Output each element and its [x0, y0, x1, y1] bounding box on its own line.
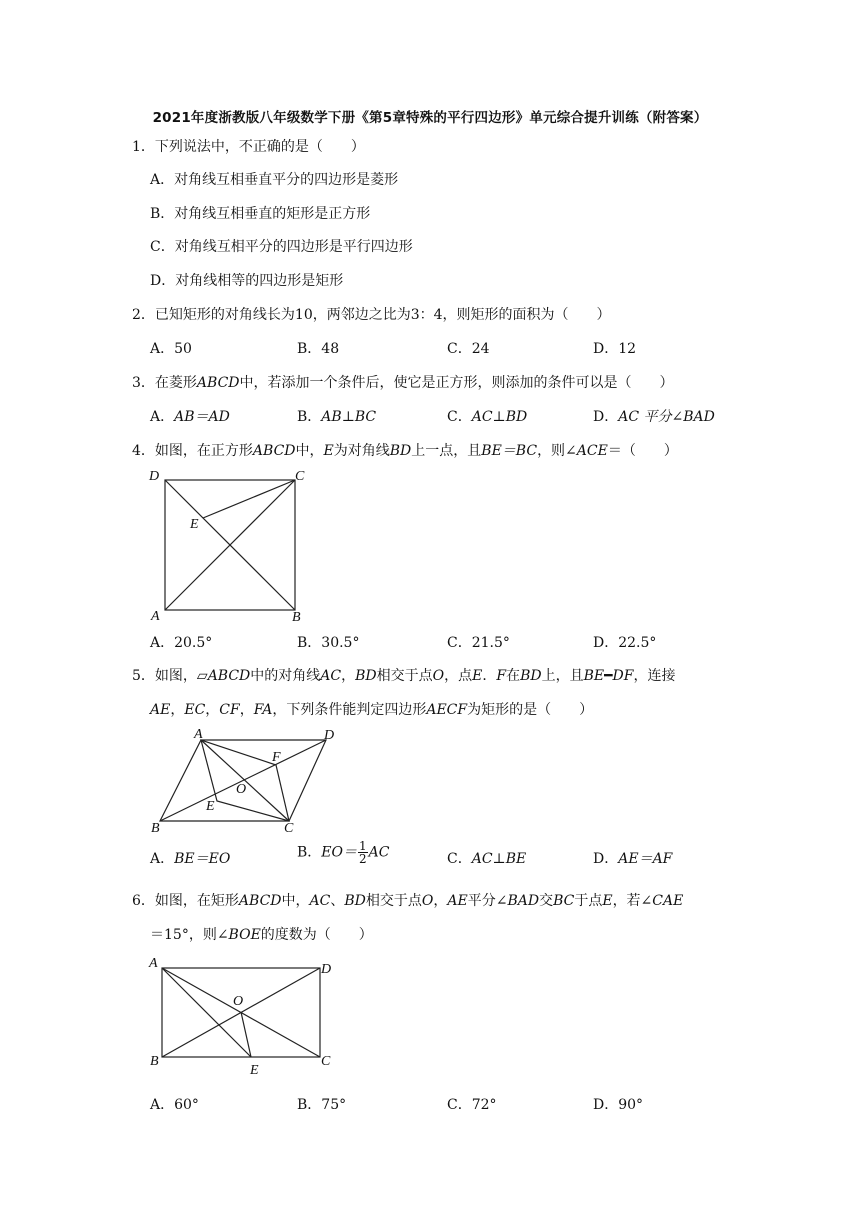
label-a: A — [149, 956, 158, 971]
question-3-option-b: B．AB⊥BC — [297, 409, 377, 425]
question-4-stem: 4．如图，在正方形ABCD中，E为对角线BD上一点，且BE＝BC，则∠ACE＝（ ） — [132, 443, 678, 459]
question-2-option-a: A．50 — [150, 341, 192, 357]
label-a: A — [151, 609, 160, 624]
question-4-option-b: B．30.5° — [297, 635, 360, 651]
label-c: C — [284, 821, 294, 836]
question-3-stem: 3．在菱形ABCD中，若添加一个条件后，使它是正方形，则添加的条件可以是（ ） — [132, 375, 674, 391]
question-3-option-c: C．AC⊥BD — [447, 409, 528, 425]
question-6-option-a: A．60° — [150, 1097, 199, 1113]
question-1-option-c: C．对角线互相平分的四边形是平行四边形 — [150, 239, 413, 255]
question-5-option-c: C．AC⊥BE — [447, 851, 527, 867]
question-6-stem-line-1: 6．如图，在矩形ABCD中，AC、BD相交于点O，AE平分∠BAD交BC于点E，若∠CAE — [132, 893, 684, 909]
question-6-option-c: C．72° — [447, 1097, 497, 1113]
question-2-stem: 2．已知矩形的对角线长为10，两邻边之比为3：4，则矩形的面积为（ ） — [132, 307, 611, 323]
question-5-option-b: B．EO＝ $\frac{1}{2}$ AC — [297, 839, 390, 866]
question-2-option-c: C．24 — [447, 341, 490, 357]
question-1-stem: 1．下列说法中，不正确的是（ ） — [132, 139, 365, 155]
question-6-stem-line-2: ＝15°，则∠BOE的度数为（ ） — [150, 927, 373, 943]
label-o: O — [236, 782, 247, 797]
label-b: B — [151, 821, 160, 836]
question-3-option-d: D．AC 平分∠BAD — [593, 409, 715, 425]
label-o: O — [233, 994, 244, 1009]
diagonal-bd — [160, 740, 326, 821]
bisector-ae — [162, 968, 251, 1057]
question-4-option-c: C．21.5° — [447, 635, 510, 651]
label-a: A — [194, 727, 203, 742]
label-c: C — [321, 1054, 331, 1069]
question-5-figure — [146, 724, 346, 836]
fraction-one-half: $\frac{1}{2}$ — [359, 839, 367, 866]
question-2-option-b: B．48 — [297, 341, 340, 357]
label-b: B — [150, 1054, 159, 1069]
question-3-option-a: A．AB＝AD — [150, 409, 230, 425]
label-e: E — [250, 1063, 259, 1078]
label-b: B — [292, 610, 301, 625]
label-e: E — [190, 517, 199, 532]
question-4-option-d: D．22.5° — [593, 635, 657, 651]
question-1-option-d: D．对角线相等的四边形是矩形 — [150, 273, 344, 289]
question-5-option-a: A．BE＝EO — [150, 851, 231, 867]
label-d: D — [324, 728, 335, 743]
question-5-stem-line-1: 5．如图，▱ABCD中的对角线AC，BD相交于点O，点E．F在BD上，且BE━DF，连接 — [132, 668, 676, 684]
question-1-option-a: A．对角线互相垂直平分的四边形是菱形 — [150, 172, 399, 188]
question-5-stem-line-2: AE，EC，CF，FA，下列条件能判定四边形AECF为矩形的是（ ） — [150, 702, 594, 718]
label-e: E — [206, 799, 215, 814]
question-6-option-b: B．75° — [297, 1097, 347, 1113]
question-2-option-d: D．12 — [593, 341, 637, 357]
label-d: D — [149, 469, 160, 484]
label-c: C — [295, 469, 305, 484]
question-6-option-d: D．90° — [593, 1097, 644, 1113]
segment-ce — [203, 480, 295, 518]
segment-oe — [241, 1012, 251, 1057]
label-f: F — [272, 750, 281, 765]
question-1-option-b: B．对角线互相垂直的矩形是正方形 — [150, 206, 371, 222]
question-4-figure — [146, 464, 316, 626]
question-5-option-d: D．AE＝AF — [593, 851, 673, 867]
question-4-option-a: A．20.5° — [150, 635, 213, 651]
worksheet-title: 2021年度浙教版八年级数学下册《第5章特殊的平行四边形》单元综合提升训练（附答案） — [152, 110, 708, 126]
label-d: D — [321, 962, 332, 977]
question-6-figure — [146, 954, 346, 1080]
